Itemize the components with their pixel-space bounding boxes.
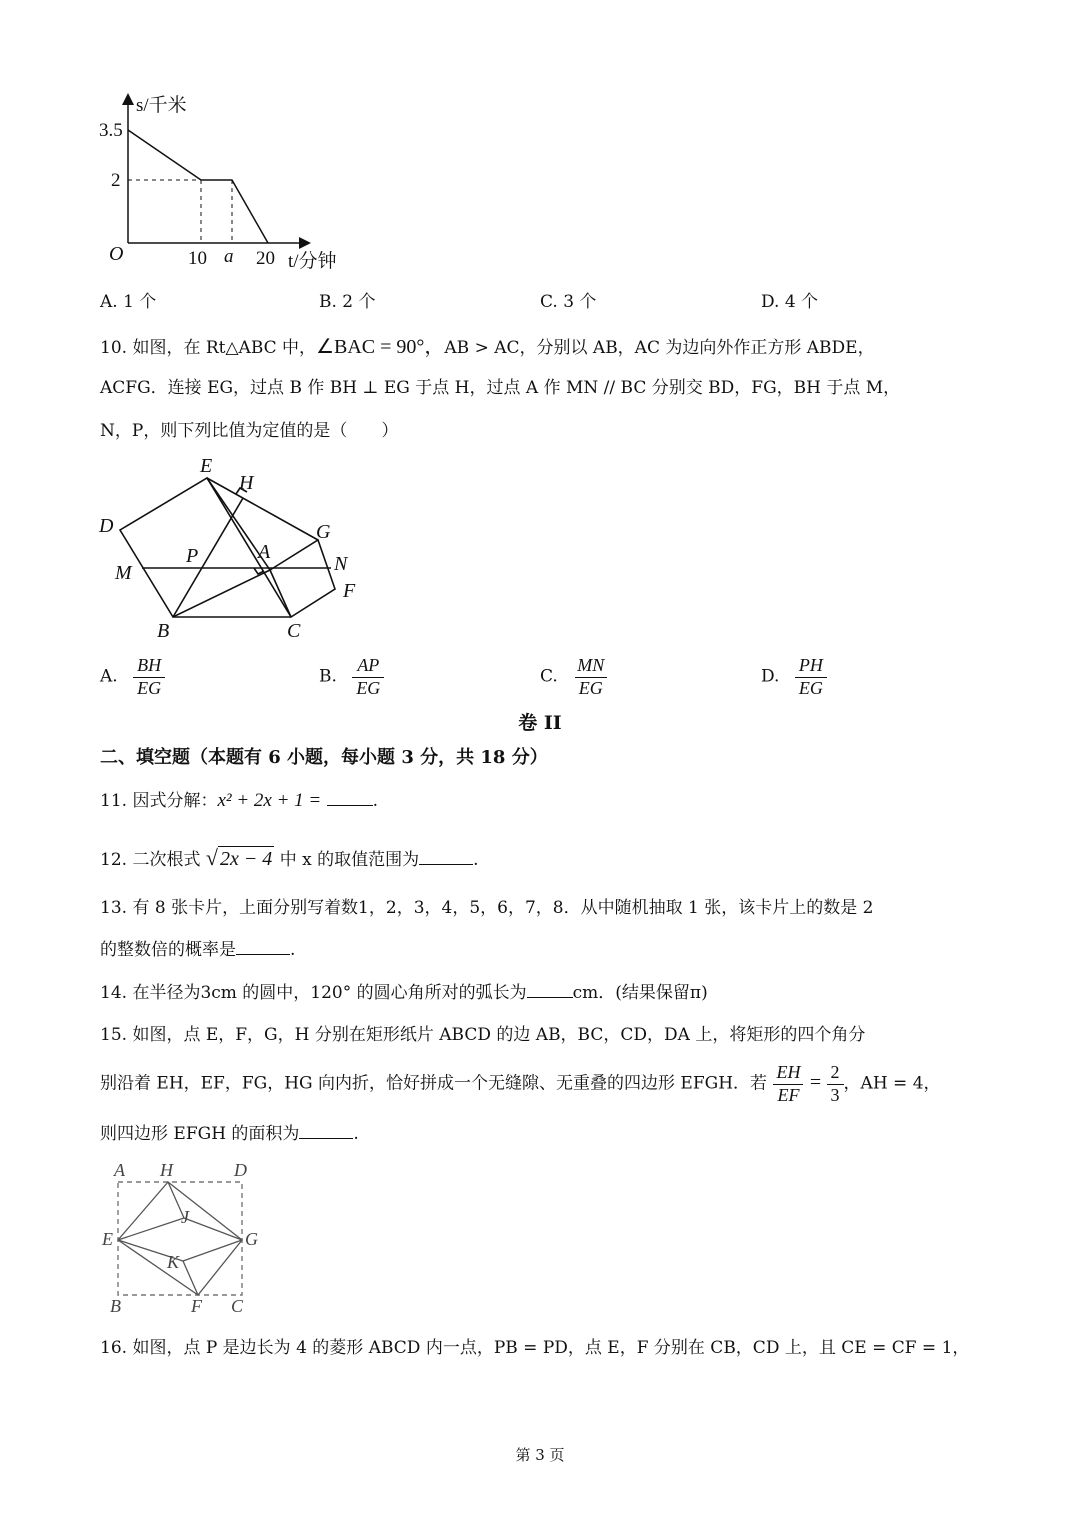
q10-text: AB > AC，分别以 AB，AC 为边向外作正方形 ABDE，: [444, 338, 875, 358]
q10-option-a: A. $\frac{BH}{EG}$: [100, 655, 165, 699]
q15-line-2: 别沿着 EH，EF，FG，HG 向内折，恰好拼成一个无缝隙、无重叠的四边形 EFGH．若 $\frac{EH}{EF}$ = $\frac{2}{3}$ ，AH = 4，: [100, 1062, 941, 1105]
answer-blank: [419, 864, 473, 865]
label-h: H: [239, 472, 254, 494]
q16-line-1: 16. 如图，点 P 是边长为 4 的菱形 ABCD 内一点，PB = PD，点 E，F 分别在 CB，CD 上，且 CE = CF = 1，: [100, 1338, 970, 1358]
q10-option-c: C. $\frac{MN}{EG}$: [540, 655, 608, 699]
label-p: P: [186, 545, 199, 567]
quadrilateral-efgh: [118, 1182, 242, 1295]
q10-line-1: [100, 335, 875, 359]
label-b: B: [157, 620, 170, 642]
q13-line-1: 13. 有 8 张卡片，上面分别写着数1，2，3，4，5，6，7，8．从中随机抽取 1 张，该卡片上的数是 2: [100, 898, 874, 918]
q10-text: 如图，在 Rt△ABC 中，: [132, 338, 317, 358]
question-number: 10.: [100, 338, 128, 358]
label-m: M: [115, 562, 132, 584]
segment-jg: [184, 1218, 242, 1240]
x-tick-label: 20: [256, 248, 275, 269]
q13-line-2: 的整数倍的概率是 .: [100, 940, 296, 960]
answer-blank: [236, 954, 290, 955]
answer-blank: [527, 997, 573, 998]
q9-option-a: A. 1 个: [100, 292, 157, 312]
q10-line-3: N，P，则下列比值为定值的是（ ）: [100, 421, 399, 441]
label-j: J: [181, 1207, 189, 1227]
label-g: G: [245, 1229, 258, 1249]
label-c: C: [231, 1296, 244, 1316]
label-a: A: [258, 541, 271, 563]
answer-blank: [299, 1138, 353, 1139]
square-acfg: [270, 540, 335, 617]
q14: 14. 在半径为3cm 的圆中，120° 的圆心角所对的弧长为 cm．(结果保留π): [100, 983, 708, 1003]
q10-option-d: D. $\frac{PH}{EG}$: [761, 655, 827, 699]
section-title: 二、填空题（本题有 6 小题，每小题 3 分，共 18 分）: [100, 747, 548, 768]
rectangle-abcd: [118, 1182, 242, 1295]
q9-option-d: D. 4 个: [761, 292, 819, 312]
y-tick-label: 3.5: [99, 120, 123, 141]
label-n: N: [334, 553, 348, 575]
q15-line-3: 则四边形 EFGH 的面积为 .: [100, 1124, 359, 1144]
label-f: F: [343, 580, 356, 602]
answer-blank: [327, 805, 373, 806]
q10-angle: ∠BAC = 90°，: [316, 336, 445, 358]
label-e: E: [200, 455, 213, 477]
q11: 11. 因式分解：x² + 2x + 1 = .: [100, 790, 379, 811]
label-e: E: [102, 1229, 113, 1249]
label-k: K: [167, 1252, 180, 1272]
q15-line-1: 15. 如图，点 E，F，G，H 分别在矩形纸片 ABCD 的边 AB，BC，CD，DA 上，将矩形的四个角分: [100, 1025, 866, 1045]
q9-option-c: C. 3 个: [540, 292, 597, 312]
label-b: B: [110, 1296, 121, 1316]
x-axis-label: t/分钟: [288, 251, 337, 272]
label-h: H: [160, 1160, 173, 1180]
y-tick-label: 2: [111, 170, 121, 191]
y-axis-label: s/千米: [136, 95, 187, 116]
q12: 12. 二次根式 √ 2x − 4 中 x 的取值范围为 .: [100, 845, 479, 870]
origin-label: O: [109, 243, 124, 265]
x-tick-label: 10: [188, 248, 207, 269]
q10-geometry-figure: [90, 450, 380, 645]
q10-line-2: ACFG．连接 EG，过点 B 作 BH ⊥ EG 于点 H，过点 A 作 MN // BC 分别交 BD，FG，BH 于点 M，: [100, 378, 901, 398]
label-d: D: [234, 1160, 247, 1180]
label-a: A: [114, 1160, 125, 1180]
label-d: D: [99, 515, 114, 537]
graph-line: [128, 130, 268, 243]
segment-bh: [173, 498, 243, 617]
page-footer: 第 3 页: [515, 1446, 565, 1464]
q9-option-b: B. 2 个: [319, 292, 376, 312]
label-c: C: [287, 620, 301, 642]
label-f: F: [191, 1296, 202, 1316]
x-tick-label: a: [224, 246, 234, 267]
volume-title: 卷 II: [518, 712, 562, 734]
label-g: G: [316, 521, 331, 543]
segment-ea-extended: [207, 478, 291, 617]
q15-rectangle-figure: [110, 1175, 250, 1300]
q10-option-b: B. $\frac{AP}{EG}$: [319, 655, 384, 699]
